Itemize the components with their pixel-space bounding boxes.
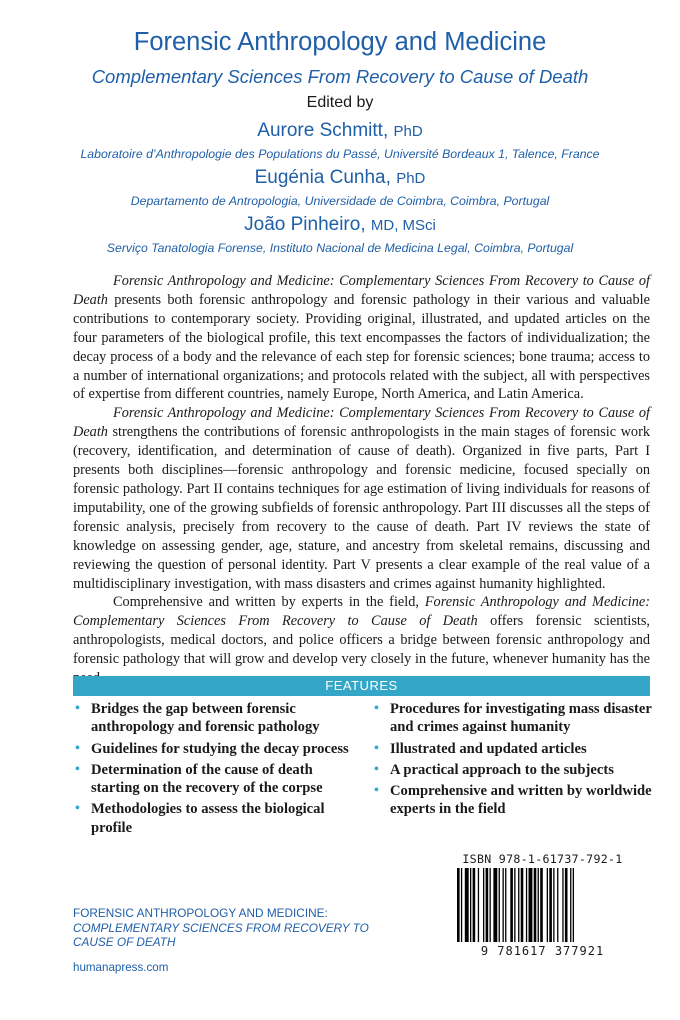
editor-affiliation-2: Departamento de Antropologia, Universidade de Coimbra, Coimbra, Portugal: [130, 194, 550, 208]
feature-text: Illustrated and updated articles: [390, 740, 587, 757]
feature-text: Methodologies to assess the biological profile: [91, 801, 325, 836]
feature-item: [73, 700, 363, 737]
editor-affiliation-3: Serviço Tanatologia Forense, Instituto Nacional de Medicina Legal, Coimbra, Portugal: [106, 241, 574, 255]
editor-name-2: [0, 167, 680, 189]
bullet-icon: •: [374, 740, 379, 756]
feature-item: [372, 740, 652, 758]
feature-text: A practical approach to the subjects: [390, 761, 614, 778]
description-3-title: Forensic Anthropology and Medicine: Complementary Sciences From Recovery to Cause of Death: [73, 594, 650, 630]
bullet-icon: •: [374, 761, 379, 777]
feature-item: [372, 700, 652, 737]
bullet-icon: •: [75, 740, 80, 756]
bullet-icon: •: [75, 801, 80, 817]
bullet-icon: •: [75, 761, 80, 777]
bullet-icon: •: [374, 701, 379, 716]
description-3-text-a: Comprehensive and written by experts in the field,: [113, 594, 425, 611]
features-list-right: [372, 700, 652, 822]
feature-item: [372, 782, 652, 819]
description-1-title: Forensic Anthropology and Medicine: Complementary Sciences From Recovery to Cause of Death: [73, 273, 650, 308]
feature-text: Procedures for investigating mass disaster and crimes against humanity: [390, 701, 652, 736]
description-2-text: strengthens the contributions of forensic anthropologists in the main stages of forensic work (recovery, identification, and determination of cause of death). Organized in five parts, Part I presents both disciplines—forensic anthropology and forensic medicine, focused specially on forensic pathology. Part II contains techniques for age estimation of living individuals for reasons of imputability, one of the growing subfields of forensic anthropology. Part III discusses all the steps of forensic analysis, precisely from recovery to the cause of death. Part IV reviews the state of knowledge on assessing gender, age, stature, and ancestry from skeletal remains, discussing and reviewing the question of personal identity. Part V presents a clear example of the real value of a multidisciplinary investigation, with mass disasters and crimes against humanity highlighted.: [73, 424, 650, 592]
feature-item: [73, 800, 363, 837]
feature-text: Bridges the gap between forensic anthropology and forensic pathology: [91, 701, 320, 736]
editor-1-degree: PhD: [393, 123, 423, 140]
feature-item: [73, 761, 363, 798]
barcode-number: 9 781617 377921: [480, 944, 605, 958]
editor-name-1: [0, 120, 680, 142]
description-paragraph-1: [73, 272, 650, 404]
book-description: [73, 272, 650, 688]
description-paragraph-3: [73, 593, 650, 688]
features-heading: FEATURES: [73, 676, 650, 696]
footer-book-title: [73, 906, 393, 950]
editor-name-3: [0, 214, 680, 236]
feature-text: Determination of the cause of death starting on the recovery of the corpse: [91, 761, 323, 797]
book-title: Forensic Anthropology and Medicine: [133, 28, 547, 56]
description-paragraph-2: [73, 404, 650, 593]
feature-item: [372, 761, 652, 779]
description-2-title: Forensic Anthropology and Medicine: Complementary Sciences From Recovery to Cause of Death: [73, 405, 650, 441]
editor-2-name: Eugénia Cunha,: [254, 167, 391, 188]
book-subtitle: Complementary Sciences From Recovery to Cause of Death: [91, 66, 589, 87]
description-1-text: presents both forensic anthropology and forensic pathology in their various and valuable contributions to contemporary society. Providing original, illustrated, and updated articles on the four parameters of the biological profile, this text encompasses the factors of individualization; the decay process of a body and the relevance of each step for forensic sciences; bone trauma; access to a number of international organizations; and protocols related with the subject, all with perspectives of expertise from different countries, namely Europe, North America, and Latin America.: [73, 291, 650, 403]
editor-2-degree: PhD: [396, 170, 426, 187]
footer-title: FORENSIC ANTHROPOLOGY AND MEDICINE:: [73, 906, 328, 920]
barcode-icon: [455, 868, 630, 944]
description-3-text-b: offers forensic scientists, anthropologists, medical doctors, and police officers a bridge between forensic anthropology and forensic pathology that will grow and develop very closely in the future, whenever humanity has the: [73, 613, 650, 668]
bullet-icon: •: [75, 701, 80, 716]
feature-text: Comprehensive and written by worldwide experts in the field: [390, 783, 652, 818]
editor-1-name: Aurore Schmitt,: [257, 120, 389, 141]
publisher-url: humanapress.com: [73, 961, 169, 974]
feature-item: [73, 740, 363, 758]
isbn-label: ISBN 978-1-61737-792-1: [462, 852, 623, 866]
editor-3-degree: MD, MSci: [370, 217, 436, 234]
features-list-left: [73, 700, 363, 840]
editor-3-name: João Pinheiro,: [244, 214, 366, 235]
editor-affiliation-1: Laboratoire d’Anthropologie des Populations du Passé, Université Bordeaux 1, Talence, France: [80, 147, 600, 161]
feature-text: Guidelines for studying the decay process: [91, 740, 349, 757]
footer-subtitle: COMPLEMENTARY SCIENCES FROM RECOVERY TO CAUSE OF DEATH: [73, 920, 369, 949]
bullet-icon: •: [374, 783, 379, 799]
edited-by-label: Edited by: [306, 94, 374, 111]
